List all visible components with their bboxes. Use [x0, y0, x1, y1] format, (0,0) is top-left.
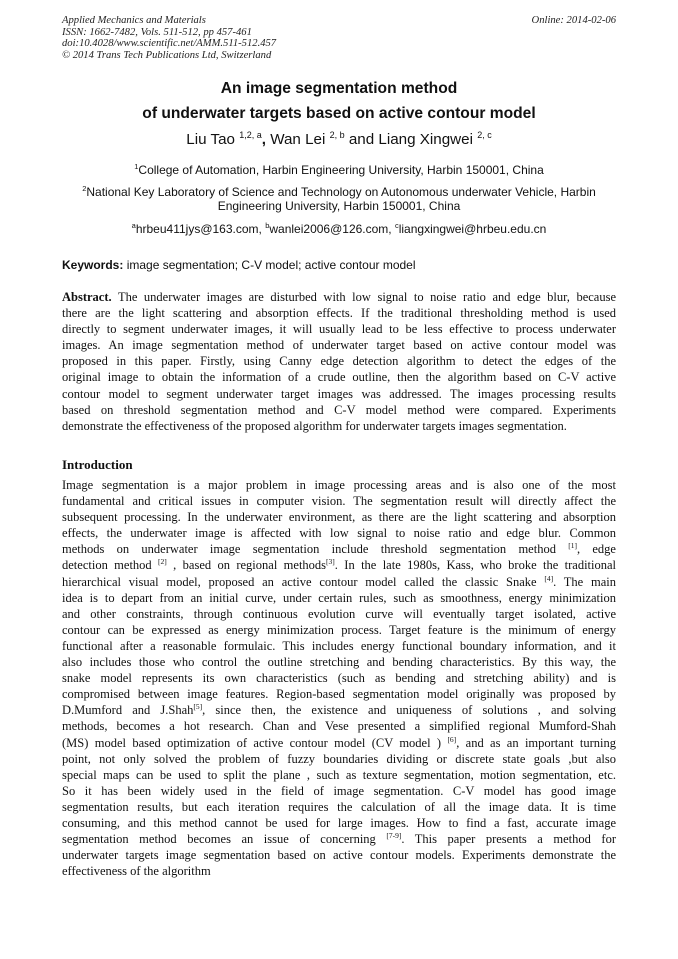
introduction-text: hierarchical visual model, proposed an active contour model called the classic Snake [62, 574, 545, 589]
introduction-text: . In the late 1980s, Kass, who broke the traditional [334, 558, 616, 573]
section-heading-introduction: Introduction [62, 457, 133, 472]
introduction-line [62, 606, 616, 622]
introduction-line [62, 735, 616, 751]
abstract-line: images. An image segmentation method of underwater target based on active contour model was [62, 338, 616, 353]
introduction-text: compromised between image features. Region-based segmentation model originally was proposed by [62, 687, 616, 702]
introduction-text: D.Mumford and J.Shah [62, 703, 194, 718]
citation-ref: [1] [568, 541, 577, 551]
introduction-line [62, 718, 616, 734]
affiliation-marker: 1 [134, 162, 139, 171]
introduction-line [62, 815, 616, 831]
introduction-line [62, 702, 616, 718]
paper-title-line-1: An image segmentation method [220, 80, 458, 97]
email-list [0, 222, 678, 236]
introduction-line [62, 767, 616, 783]
introduction-line [62, 622, 616, 638]
online-date: Online: 2014-02-06 [531, 15, 616, 26]
email-address: wanlei2006@126.com, [269, 222, 395, 236]
introduction-text: snake model represents its own characteristics (such as bending and stretching ability) and is [62, 671, 616, 686]
author-affiliation-marker: 2, b [329, 130, 345, 140]
introduction-text: , based on regional methods [166, 558, 327, 573]
keywords-text: image segmentation; C-V model; active contour model [123, 258, 416, 272]
introduction-text: methods on underwater image segmentation include threshold segmentation method [62, 542, 569, 557]
introduction-text: So it has been widely used in the field of image segmentation. C-V model has good image [62, 783, 616, 798]
introduction-line [62, 847, 616, 863]
email-address: hrbeu411jys@163.com, [135, 222, 266, 236]
introduction-line [62, 799, 616, 815]
introduction-line [62, 654, 616, 670]
affiliation-1 [0, 163, 678, 177]
abstract-line: contour model to segment underwater target images was addressed. The images processing results [62, 386, 616, 401]
introduction-text: Image segmentation is a major problem in image processing areas and is also one of the most [62, 478, 616, 492]
citation-ref: [6] [447, 734, 457, 744]
introduction-text: segmentation results, but each iteration requires the calculation of all the image data. It is time [62, 799, 616, 814]
abstract [62, 289, 616, 434]
keywords [62, 258, 616, 272]
introduction-line [62, 509, 616, 525]
citation-ref: [3] [326, 557, 335, 567]
email-marker: b [265, 221, 270, 230]
abstract-line: directly to segment underwater images, it will usually lead to be less effective to process underwater [62, 322, 616, 337]
introduction-text: and other constraints, through continuous evolution curve will eventually target isolated, active [62, 606, 616, 621]
introduction-text: , since then, the existence and uniqueness of solutions , and solving [202, 703, 616, 718]
email-marker: a [131, 221, 136, 230]
introduction-text: contour can be expressed as energy minimization process. Target feature is the minimum of energy [62, 622, 616, 637]
introduction-line [62, 477, 616, 493]
introduction-text: also includes those who control the outline stretching and bending characteristics. By this way, the [62, 655, 616, 670]
author-separator: , [261, 131, 271, 148]
introduction-text: . This paper presents a method for [401, 832, 616, 847]
introduction-line [62, 686, 616, 702]
introduction-line [62, 783, 616, 799]
abstract-line: original image to obtain the information of a crude outline, then the algorithm based on C-V active [62, 370, 616, 385]
introduction-text: (MS) model based optimization of active contour model (CV model ) [62, 735, 448, 750]
citation-ref: [7-9] [386, 831, 402, 841]
introduction-text: underwater targets image segmentation based on active contour models. Experiments demonstrate the [62, 848, 616, 863]
abstract-line: based on threshold segmentation method and C-V model method were compared. Experiments [62, 402, 616, 417]
introduction-line [62, 525, 616, 541]
copyright-line: © 2014 Trans Tech Publications Ltd, Switzerland [62, 49, 272, 61]
introduction-text: fundamental and critical issues in computer vision. The segmentation result will directly affect the [62, 494, 616, 509]
abstract-line: there are the light scattering and absorption effects. If the traditional thresholding method is used [62, 306, 616, 321]
affiliation-text: Engineering University, Harbin 150001, China [217, 199, 461, 213]
introduction-text: detection method [62, 558, 159, 573]
introduction-text: , edge [576, 542, 616, 557]
introduction-text: effects, the underwater image is affected with low signal to noise ratio and edge blur. Common [62, 526, 616, 541]
introduction-text: special maps can be used to split the plane , such as texture segmentation, motion segmentation, etc. [62, 767, 616, 782]
author-separator: and [344, 131, 379, 148]
citation-ref: [5] [193, 702, 203, 712]
issn-line: ISSN: 1662-7482, Vols. 511-512, pp 457-461 [62, 26, 252, 38]
introduction-line [62, 590, 616, 606]
author-list [0, 131, 678, 148]
abstract-line: demonstrate the effectiveness of the proposed algorithm for underwater targets images segmentation. [62, 418, 567, 433]
author-name: Liang Xingwei [378, 131, 473, 148]
affiliation-text: National Key Laboratory of Science and Technology on Autonomous underwater Vehicle, Harbin [86, 185, 596, 199]
citation-ref: [4] [544, 573, 554, 583]
keywords-label: Keywords: [62, 258, 124, 272]
paper-title-line-2: of underwater targets based on active contour model [142, 105, 536, 122]
introduction-text: . The main [553, 574, 616, 589]
journal-header [62, 15, 616, 61]
introduction-line [62, 541, 616, 557]
introduction-line [62, 557, 616, 573]
abstract-label: Abstract. [62, 290, 112, 304]
introduction-text: segmentation method becomes an issue of concerning [62, 832, 387, 847]
introduction-text: consuming, and this method cannot be used for large images. How to find a fast, accurate image [62, 815, 616, 830]
introduction-line [62, 863, 616, 879]
introduction-text: methods, becomes a hot research. Chan and Vese presented a simplified regional Mumford-Shah [62, 719, 616, 734]
affiliation-2 [0, 185, 678, 213]
introduction-line [62, 638, 616, 654]
author-affiliation-marker: 1,2, a [239, 130, 262, 140]
email-address: liangxingwei@hrbeu.edu.cn [398, 222, 547, 236]
introduction-text: idea is to depart from an initial curve, under certain rules, such as smoothness, energy minimization [62, 590, 616, 605]
introduction-text: , and as an important turning [456, 735, 616, 750]
introduction-line [62, 670, 616, 686]
journal-name: Applied Mechanics and Materials [62, 15, 206, 26]
introduction-text: subsequent processing. In the underwater environment, as there are the light scattering and absorption [62, 510, 616, 525]
author-name: Liu Tao [186, 131, 235, 148]
introduction-line [62, 574, 616, 590]
introduction-text: point, not only solved the problem of fuzzy boundaries dividing or discrete state goals ,but also [62, 751, 616, 766]
doi-line: doi:10.4028/www.scientific.net/AMM.511-512.457 [62, 38, 277, 50]
introduction-body [62, 477, 616, 879]
author-name: Wan Lei [270, 131, 326, 148]
abstract-line: Abstract. The underwater images are disturbed with low signal to noise ratio and edge blur, because [62, 290, 616, 304]
affiliation-marker: 2 [82, 184, 87, 193]
abstract-line: proposed in this paper. Firstly, using Canny edge detection algorithm to detect the edges of the [62, 354, 616, 369]
introduction-line [62, 493, 616, 509]
citation-ref: [2] [158, 557, 167, 567]
introduction-line [62, 831, 616, 847]
introduction-line [62, 751, 616, 767]
introduction-text: functional after a reasonable formulaic. This includes energy functional boundary information, and it [62, 638, 616, 653]
introduction-text: effectiveness of the algorithm [62, 864, 211, 879]
email-marker: c [394, 221, 399, 230]
author-affiliation-marker: 2, c [477, 130, 492, 140]
affiliation-text: College of Automation, Harbin Engineering University, Harbin 150001, China [138, 163, 544, 177]
